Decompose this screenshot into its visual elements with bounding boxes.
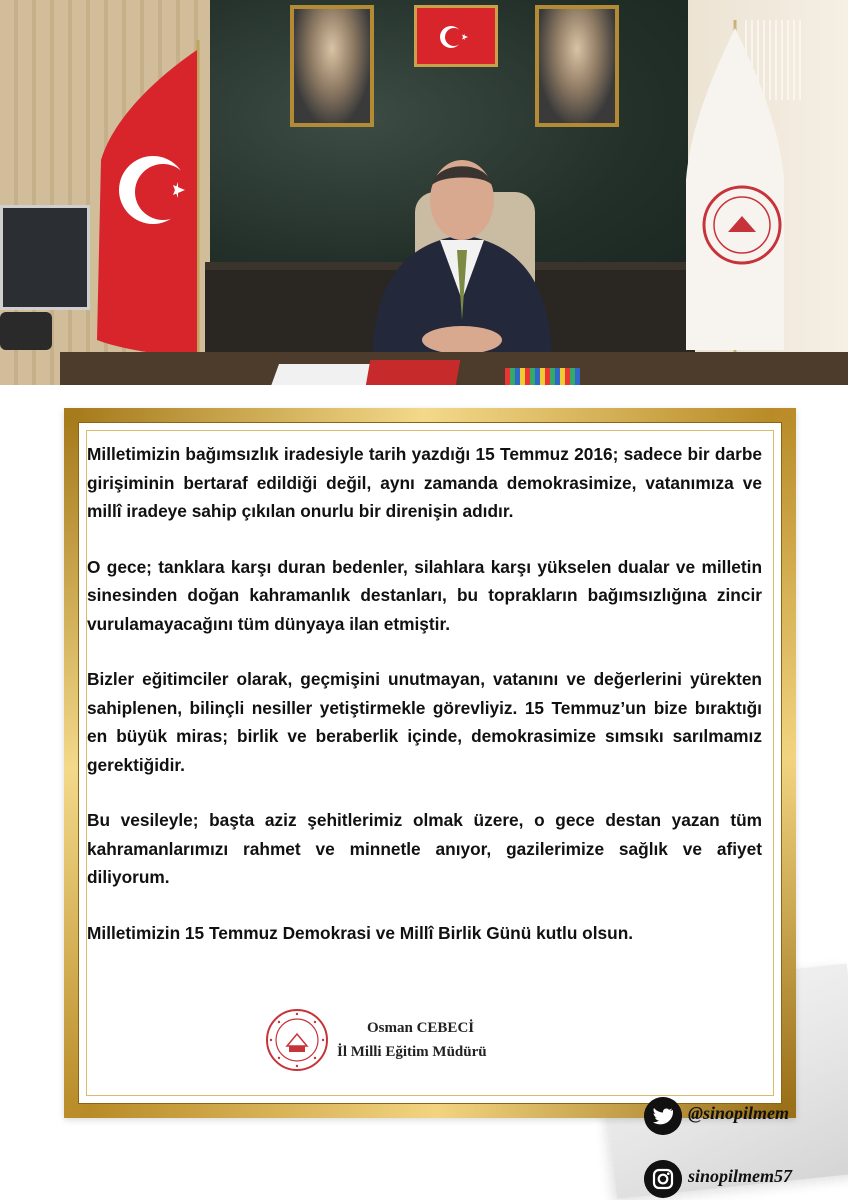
portrait-right: [535, 5, 619, 127]
seated-person: [362, 150, 562, 365]
message-paragraph-3: Bizler eğitimciler olarak, geçmişini unutmayan, vatanını ve değerlerini yürekten sahiplenen, bilinçli nesiller yetiştirmekle görevliyiz. 15 Temmuz’un bize bıraktığı en büyük miras; birlik ve beraberlik içinde, demokrasimize sımsıkı sarılmamız gerektiğidir.: [87, 669, 762, 775]
signatory-name: Osman CEBECİ: [367, 1020, 475, 1036]
desk-phone: [0, 312, 52, 350]
message-paragraph-4: Bu vesileyle; başta aziz şehitlerimiz olmak üzere, o gece destan yazan tüm kahramanlarımızı rahmet ve minnetle anıyor, gazilerimize sağlık ve afiyet diliyorum.: [87, 810, 762, 887]
signatory-title: İl Milli Eğitim Müdürü: [337, 1044, 487, 1060]
pencils: [505, 368, 580, 385]
message-body: [87, 440, 762, 974]
red-folder: [366, 360, 461, 385]
computer-monitor: [0, 205, 90, 310]
ministry-flag-icon: [680, 20, 790, 355]
twitter-handle-row[interactable]: [644, 1097, 844, 1137]
turkish-flag-icon: [93, 40, 203, 360]
message-paragraph-1: Milletimizin bağımsızlık iradesiyle tarih yazdığı 15 Temmuz 2016; sadece bir darbe girişiminin bertaraf edildiği değil, aynı zamanda demokrasimize, vatanımıza ve millî iradeye sahip çıkılan onurlu bir direnişin adıdır.: [87, 444, 762, 521]
message-paragraph-5: Milletimizin 15 Temmuz Demokrasi ve Millî Birlik Günü kutlu olsun.: [87, 922, 634, 943]
instagram-handle-row[interactable]: [644, 1160, 844, 1200]
twitter-handle[interactable]: @sinopilmem: [688, 1103, 789, 1123]
twitter-icon: [644, 1097, 682, 1135]
instagram-icon: [644, 1160, 682, 1198]
header-photo: [0, 0, 848, 385]
portrait-left: [290, 5, 374, 127]
ministry-seal-icon: [265, 1008, 329, 1072]
turkish-flag-framed: [414, 5, 498, 67]
papers: [271, 364, 374, 385]
signature-block: [265, 1008, 565, 1074]
message-paragraph-2: O gece; tanklara karşı duran bedenler, silahlara karşı yükselen dualar ve milletin sinesinden doğan kahramanlık destanları, bu toprakların bağımsızlığına zincir vurulamayacağını tüm dünyaya ilan etmiştir.: [87, 556, 762, 634]
instagram-handle[interactable]: sinopilmem57: [688, 1166, 793, 1186]
